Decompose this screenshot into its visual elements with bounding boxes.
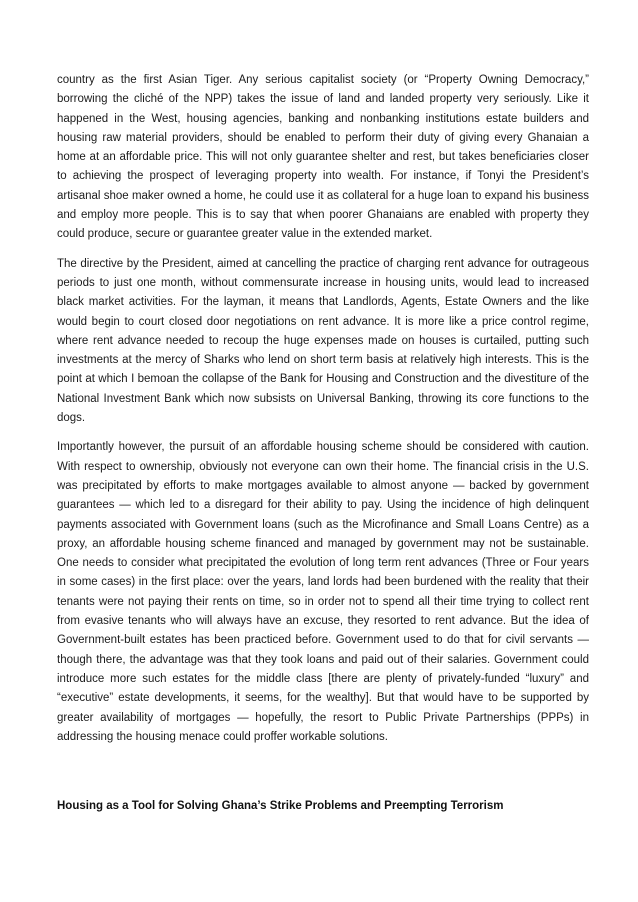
paragraph-rent-advance-directive: The directive by the President, aimed at cancelling the practice of charging rent advance for outrageous periods to just one month, without commensurate increase in housing units, would lead to increased black market activities. For the layman, it means that Landlords, Agents, Estate Owners and the like would begin to court closed door negotiations on rent advance. It is more like a price control regime, where rent advance needed to recoup the huge expenses made on houses is curtailed, putting such investments at the mercy of Sharks who lend on short term basis at relatively high interests. This is the point at which I bemoan the collapse of the Bank for Housing and Construction and the divestiture of the National Investment Bank which now subsists on Universal Banking, throwing its core functions to the dogs. bbox=[57, 257, 589, 425]
document-body bbox=[57, 71, 589, 757]
paragraph-affordable-housing-caution: Importantly however, the pursuit of an affordable housing scheme should be considered with caution. With respect to ownership, obviously not everyone can own their home. The financial crisis in the U.S. was precipitated by efforts to make mortgages available to almost anyone — backed by government guarantees — which led to a disregard for their ability to pay. Using the incidence of high delinquent payments associated with Government loans (such as the Microfinance and Small Loans Centre) as a proxy, an affordable housing scheme financed and managed by government may not be sustainable. One needs to consider what precipitated the evolution of long term rent advances (Three or Four years in some cases) in the first place: over the years, land lords had been burdened with the reality that their tenants were not paying their rents on time, so in order not to spend all their time trying to collect rent from evasive tenants who will always have an excuse, they resorted to rent advance. But the idea of Government-built estates has been practiced before. Government used to do that for civil servants — though there, the advantage was that they took loans and paid out of their salaries. Government could introduce more such estates for the middle class [there are plenty of privately-funded “luxury” and “executive” estate developments, it seems, for the wealthy]. But that would have to be supported by greater availability of mortgages — hopefully, the resort to Public Private Partnerships (PPPs) in addressing the housing menace could proffer workable solutions. bbox=[57, 441, 589, 743]
paragraph-land-property: country as the first Asian Tiger. Any serious capitalist society (or “Property Owning Democracy,” borrowing the cliché of the NPP) takes the issue of land and landed property very seriously. Like it happened in the West, housing agencies, banking and nonbanking institutions estate builders and housing raw material providers, should be enabled to perform their duty of giving every Ghanaian a home at an affordable price. This will not only guarantee shelter and rest, but takes beneficiaries closer to achieving the prospect of leveraging property into wealth. For instance, if Tonyi the President’s artisanal shoe maker owned a home, he could use it as collateral for a huge loan to expand his business and employ more people. This is to say that when poorer Ghanaians are enabled with property they could produce, secure or guarantee greater value in the extended market. bbox=[57, 74, 589, 241]
section-heading: Housing as a Tool for Solving Ghana’s Strike Problems and Preempting Terrorism bbox=[57, 800, 504, 812]
